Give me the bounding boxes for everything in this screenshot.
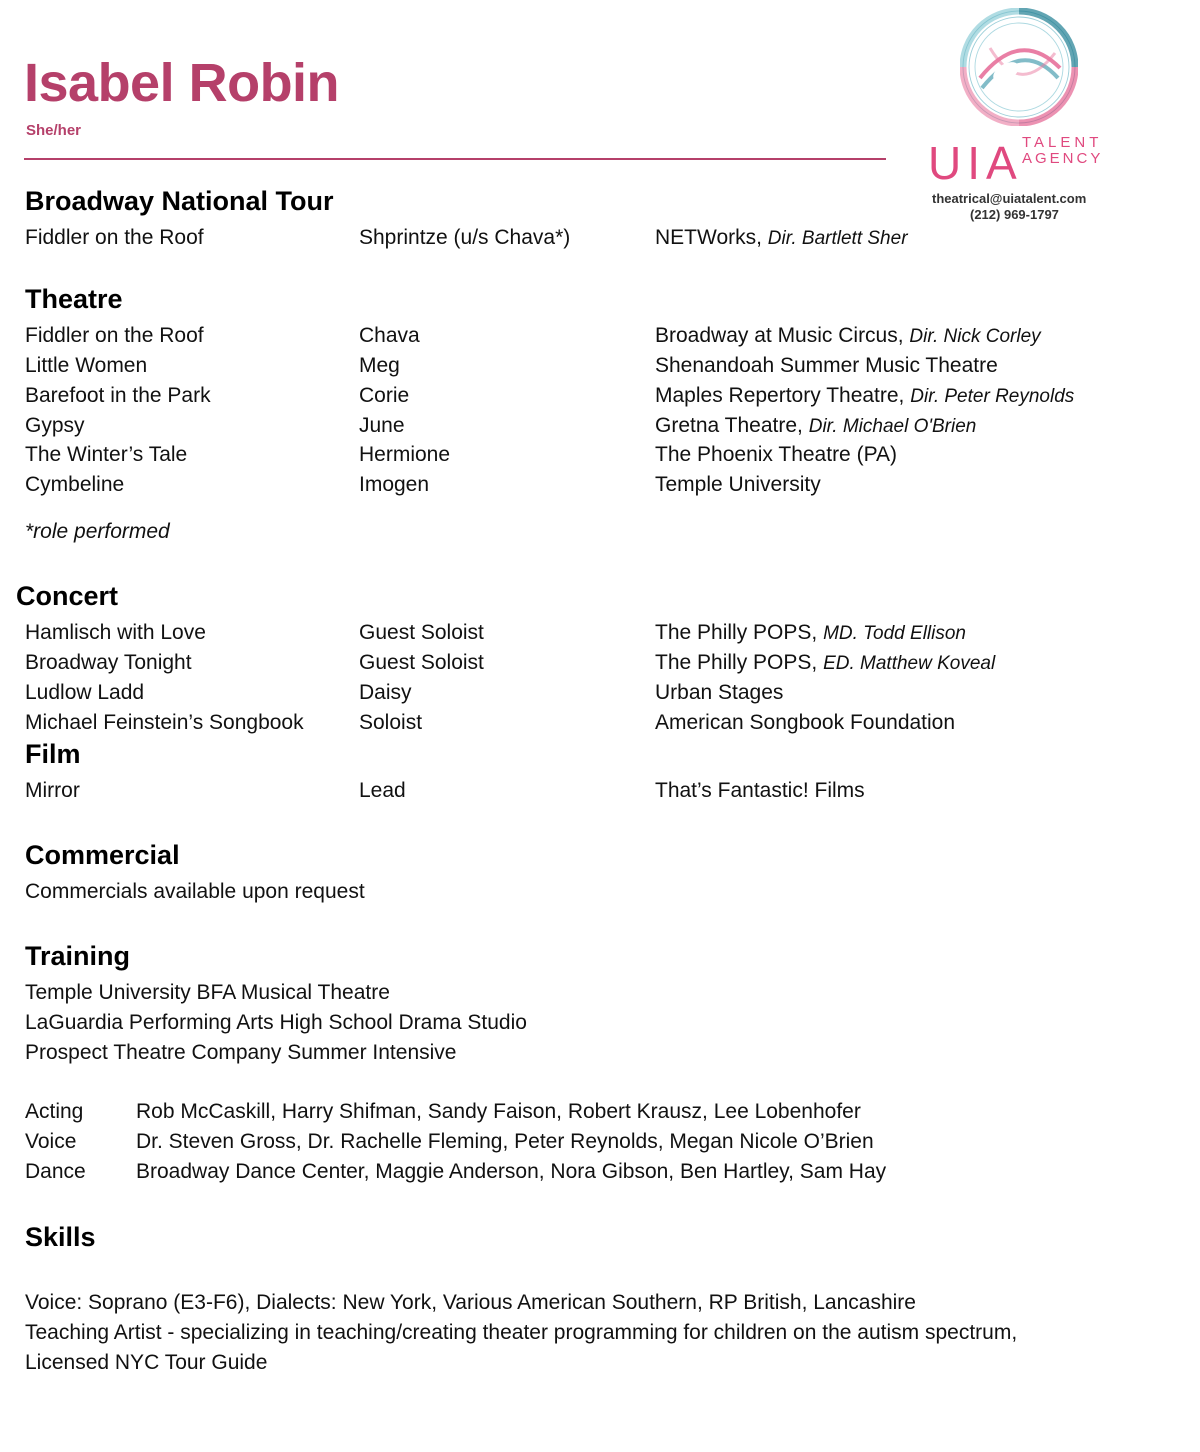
teacher-label-voice: Voice [25, 1130, 77, 1153]
skills-line: Teaching Artist - specializing in teaching/creating theater programming for children on the autism spectrum, [25, 1321, 1018, 1344]
credit-company-name: The Philly POPS, [655, 621, 818, 644]
credit-company-name: Gretna Theatre, [655, 414, 803, 437]
agency-email[interactable]: theatrical@uiatalent.com [932, 191, 1087, 206]
credit-title: Fiddler on the Roof [25, 324, 204, 347]
credit-company: That’s Fantastic! Films [655, 779, 865, 802]
credit-company [655, 621, 966, 645]
training-school: LaGuardia Performing Arts High School Drama Studio [25, 1011, 527, 1034]
credit-director: Dir. Bartlett Sher [767, 228, 908, 249]
credit-company [655, 414, 976, 438]
credit-title: Gypsy [25, 414, 85, 437]
credit-title: Hamlisch with Love [25, 621, 206, 644]
section-heading-training: Training [25, 941, 131, 971]
training-school: Temple University BFA Musical Theatre [25, 981, 390, 1004]
section-heading-theatre: Theatre [25, 284, 123, 314]
credit-company-name: Maples Repertory Theatre, [655, 384, 905, 407]
credit-director: Dir. Michael O'Brien [808, 416, 977, 437]
credit-role: Soloist [359, 711, 423, 734]
credit-role: Lead [359, 779, 406, 802]
credit-title: Cymbeline [25, 473, 125, 496]
credit-director: ED. Matthew Koveal [823, 653, 996, 674]
credit-company: American Songbook Foundation [655, 711, 956, 734]
credit-company-name: NETWorks, [655, 226, 762, 249]
section-heading-concert: Concert [16, 581, 119, 611]
training-school: Prospect Theatre Company Summer Intensive [25, 1041, 457, 1064]
credit-company: Urban Stages [655, 681, 784, 704]
credit-role: Shprintze (u/s Chava*) [359, 226, 571, 249]
credit-title: Fiddler on the Roof [25, 226, 204, 249]
section-heading-tour: Broadway National Tour [25, 186, 334, 216]
credit-company-name: Broadway at Music Circus, [655, 324, 904, 347]
agency-logo-talent: TALENT [1022, 134, 1103, 151]
commercial-text: Commercials available upon request [25, 880, 365, 903]
credit-role: Guest Soloist [359, 651, 484, 674]
agency-phone[interactable]: (212) 969-1797 [970, 207, 1059, 222]
credit-company: Temple University [655, 473, 821, 496]
agency-logo-letters: UIA [928, 137, 1023, 189]
credit-role: Corie [359, 384, 410, 407]
credit-role: Meg [359, 354, 400, 377]
credit-role: Imogen [359, 473, 430, 496]
teacher-names-voice: Dr. Steven Gross, Dr. Rachelle Fleming, Peter Reynolds, Megan Nicole O’Brien [136, 1130, 874, 1153]
skills-line: Voice: Soprano (E3-F6), Dialects: New York, Various American Southern, RP British, Lancashire [25, 1291, 916, 1314]
teacher-names-dance: Broadway Dance Center, Maggie Anderson, Nora Gibson, Ben Hartley, Sam Hay [136, 1160, 887, 1183]
credit-role: Hermione [359, 443, 451, 466]
credit-company [655, 226, 908, 250]
credit-company: Shenandoah Summer Music Theatre [655, 354, 998, 377]
credit-role: Guest Soloist [359, 621, 484, 644]
credit-title: The Winter’s Tale [25, 443, 188, 466]
teacher-label-acting: Acting [25, 1100, 84, 1123]
credit-director: Dir. Nick Corley [909, 326, 1041, 347]
pronouns: She/her [26, 122, 82, 139]
header-divider [24, 158, 886, 160]
credit-role: June [359, 414, 405, 437]
skills-line: Licensed NYC Tour Guide [25, 1351, 268, 1374]
credit-director: MD. Todd Ellison [823, 623, 966, 644]
credit-company: The Phoenix Theatre (PA) [655, 443, 898, 466]
credit-role: Daisy [359, 681, 412, 704]
credit-role: Chava [359, 324, 420, 347]
agency-logo-agency: AGENCY [1022, 150, 1104, 167]
credit-company-name: The Philly POPS, [655, 651, 818, 674]
credit-company [655, 651, 995, 675]
agency-swirl-icon [960, 8, 1078, 126]
credit-title: Little Women [25, 354, 148, 377]
credit-director: Dir. Peter Reynolds [910, 386, 1075, 407]
credit-title: Broadway Tonight [25, 651, 192, 674]
role-performed-note: *role performed [25, 520, 170, 543]
teacher-names-acting: Rob McCaskill, Harry Shifman, Sandy Faison, Robert Krausz, Lee Lobenhofer [136, 1100, 861, 1123]
credit-title: Ludlow Ladd [25, 681, 145, 704]
section-heading-film: Film [25, 739, 81, 769]
agency-logo [924, 8, 1124, 228]
section-heading-commercial: Commercial [25, 840, 180, 870]
credit-company [655, 384, 1074, 408]
resume-name: Isabel Robin [24, 53, 340, 113]
section-heading-skills: Skills [25, 1222, 96, 1252]
credit-title: Michael Feinstein’s Songbook [25, 711, 304, 734]
teacher-label-dance: Dance [25, 1160, 86, 1183]
credit-company [655, 324, 1041, 348]
credit-title: Mirror [25, 779, 80, 802]
credit-title: Barefoot in the Park [25, 384, 211, 407]
